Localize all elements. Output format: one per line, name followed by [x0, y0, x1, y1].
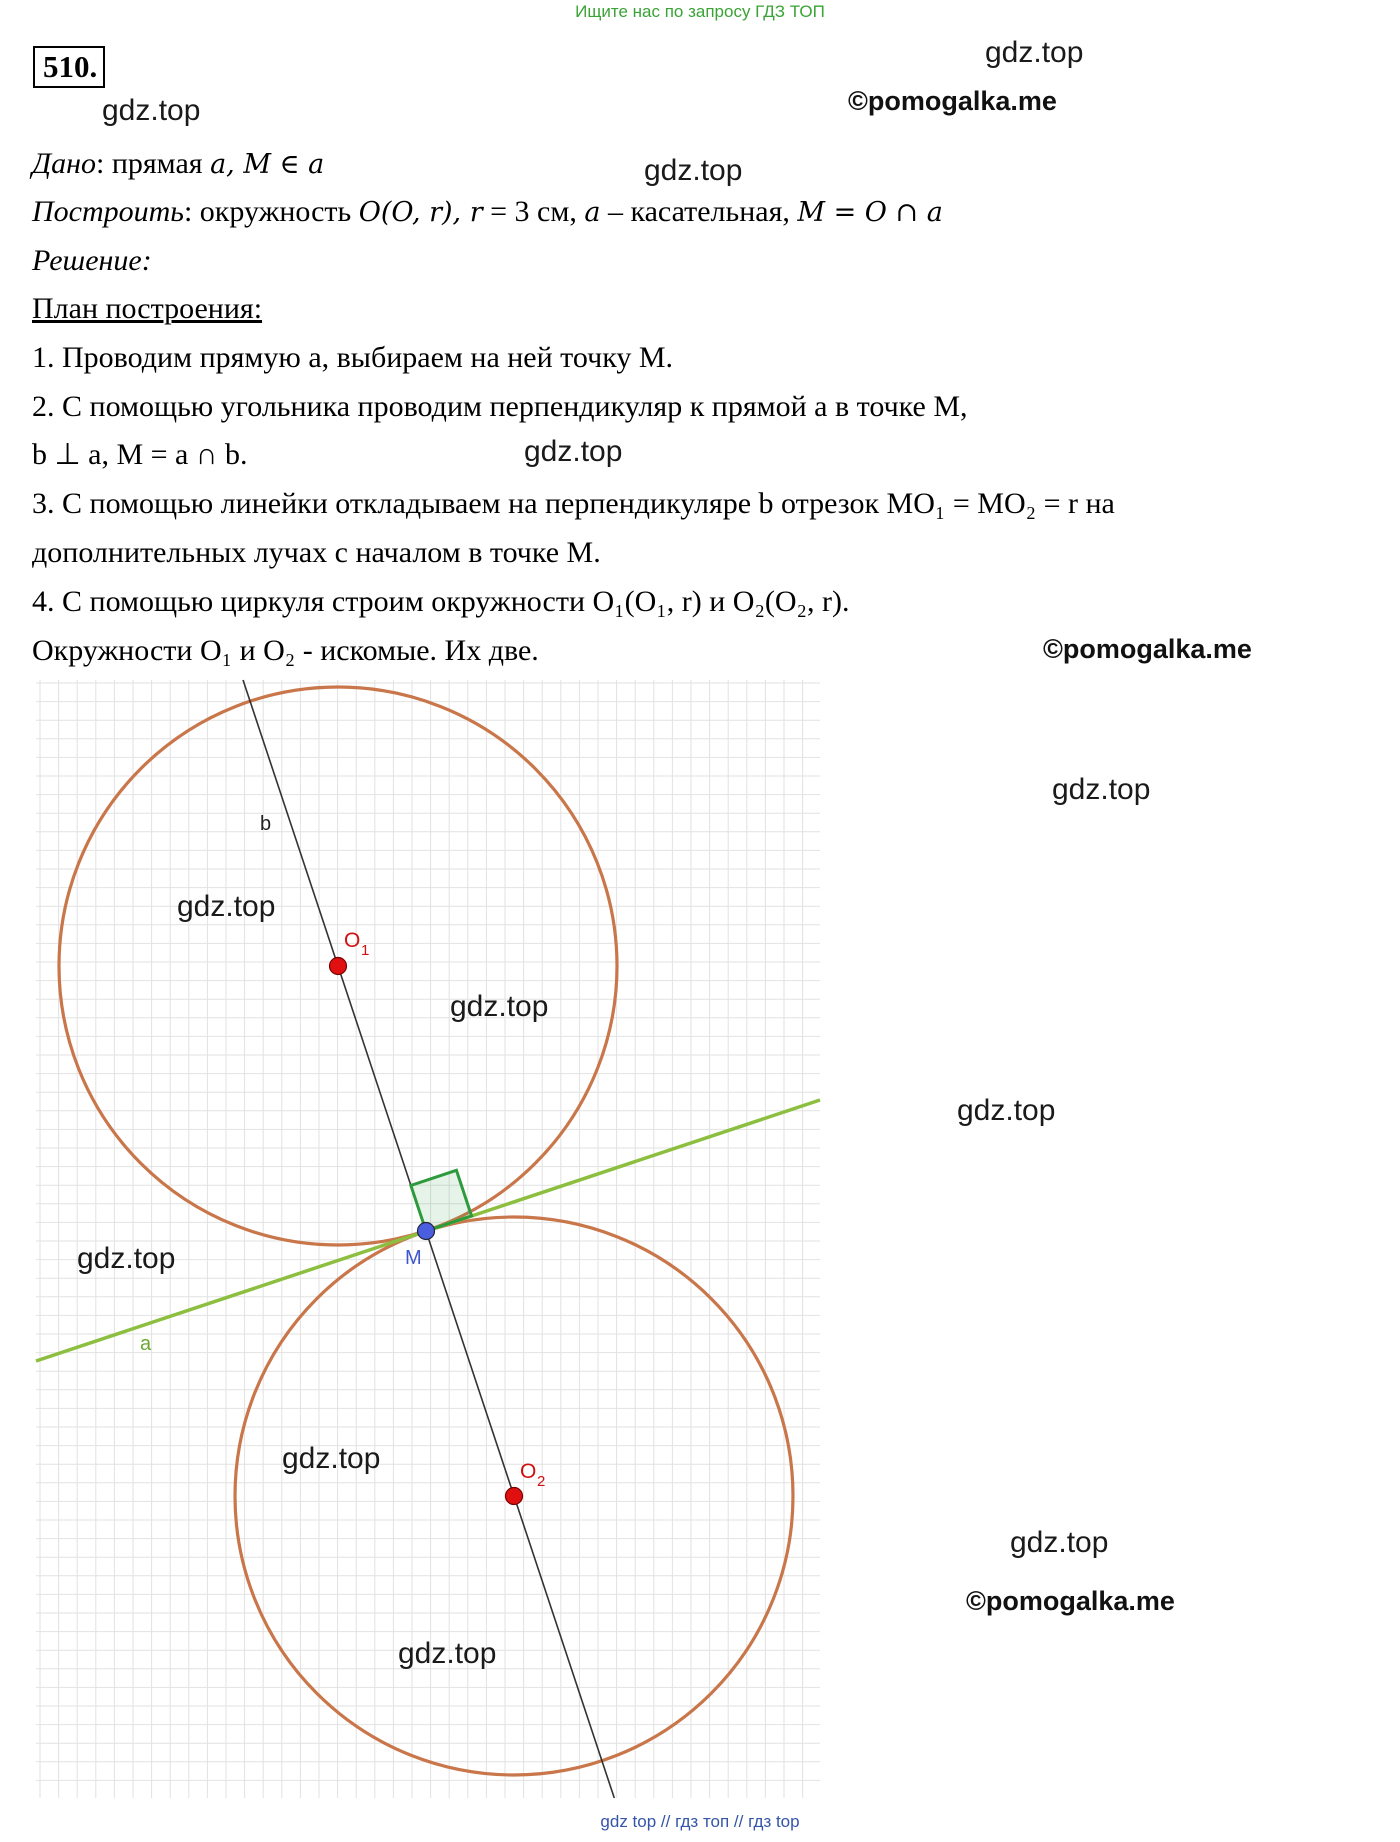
watermark-gdz: gdz.top — [957, 1094, 1056, 1127]
step-4: 4. С помощью циркуля строим окружности O₁(O₁, r) и O₂(O₂, r). — [32, 585, 850, 618]
label-o1: O — [344, 929, 361, 952]
plan-title: План построения: — [32, 292, 263, 325]
build-text: – касательная, — [600, 195, 798, 228]
build-text: : окружность — [183, 195, 359, 228]
search-note: Ищите нас по запросу ГДЗ ТОП — [575, 2, 825, 21]
watermark-gdz: gdz.top — [398, 1637, 497, 1670]
conclusion: Окружности O₁ и O₂ - искомые. Их две. — [32, 634, 539, 667]
watermark-gdz: gdz.top — [77, 1242, 176, 1275]
watermark-gdz: gdz.top — [985, 36, 1084, 69]
build-label: Построить — [32, 195, 184, 228]
step-3: 3. С помощью линейки откладываем на перпендикуляре b отрезок MO₁ = MO₂ = r на — [32, 487, 1115, 520]
given-math: a, M ∈ a — [210, 149, 325, 180]
problem-number: 510. — [33, 46, 105, 88]
watermark-gdz: gdz.top — [1010, 1526, 1109, 1559]
solution-label: Решение: — [32, 244, 152, 277]
given-text: : прямая — [95, 147, 211, 180]
build-math: M = O ∩ a — [797, 197, 943, 228]
watermark-gdz: gdz.top — [177, 890, 276, 923]
watermark-gdz: gdz.top — [450, 990, 549, 1023]
watermark-gdz: gdz.top — [282, 1442, 381, 1475]
footer-note: gdz top // гдз топ // гдз top — [600, 1812, 800, 1831]
label-o2: O — [520, 1460, 537, 1483]
build-text: = 3 см, — [482, 195, 585, 228]
point-o1 — [330, 958, 347, 975]
watermark-pomogalka: ©pomogalka.me — [966, 1586, 1175, 1616]
watermark-gdz: gdz.top — [102, 94, 201, 127]
watermark-pomogalka: ©pomogalka.me — [848, 86, 1057, 116]
label-b: b — [260, 813, 272, 835]
step-3-continued: дополнительных лучах с началом в точке M. — [32, 536, 601, 569]
step-1: 1. Проводим прямую a, выбираем на ней точку M. — [32, 341, 674, 374]
label-o2-sub: 2 — [537, 1473, 546, 1490]
label-a: a — [140, 1333, 152, 1355]
watermark-pomogalka: ©pomogalka.me — [1043, 634, 1252, 664]
step-2-formula: b ⊥ a, M = a ∩ b. — [32, 438, 248, 471]
watermark-gdz: gdz.top — [644, 154, 743, 187]
point-o2 — [506, 1488, 523, 1505]
label-m: M — [405, 1247, 422, 1269]
point-m — [418, 1223, 435, 1240]
step-2: 2. С помощью угольника проводим перпендикуляр к прямой a в точке M, — [32, 390, 968, 423]
watermark-gdz: gdz.top — [524, 435, 623, 468]
build-math: O(O, r), r — [358, 197, 483, 228]
build-math: a — [584, 197, 601, 228]
label-o1-sub: 1 — [361, 942, 370, 959]
watermark-gdz: gdz.top — [1052, 773, 1151, 806]
given-label: Дано — [32, 147, 96, 180]
